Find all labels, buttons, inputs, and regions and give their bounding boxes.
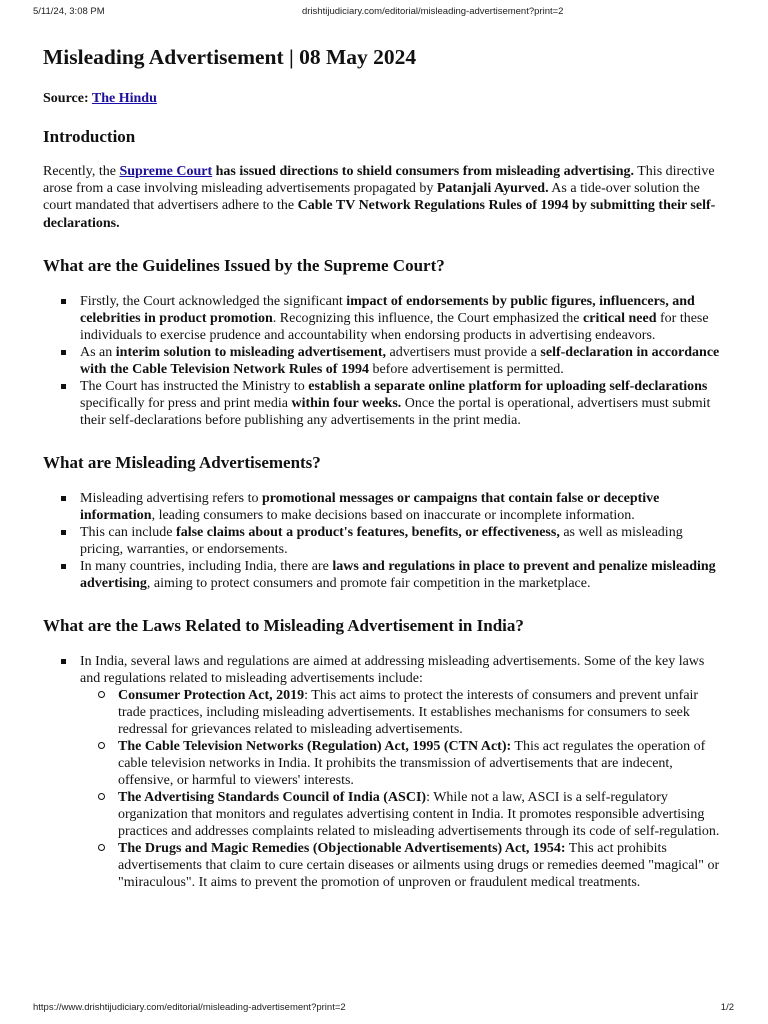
introduction-paragraph [43,163,727,232]
laws-intro: In India, several laws and regulations are aimed at addressing misleading advertisements. Some of the key laws and regulations related to misleading advertisements include: [80,653,705,686]
sub-list-item: The Drugs and Magic Remedies (Objectionable Advertisements) Act, 1954: This act prohibits advertisements that claim to cure certain diseases or ailments using drugs or remedies deemed "magical" or "miraculous". It aims to prevent the promotion of unproven or fraudulent medical treatments. [118,840,727,891]
list-item: Misleading advertising refers to promotional messages or campaigns that contain false or deceptive information, leading consumers to make decisions based on inaccurate or incomplete information. [80,490,727,524]
list-item [80,653,727,891]
article [43,42,727,891]
misleading-heading: What are Misleading Advertisements? [43,452,321,472]
footer-url: https://www.drishtijudiciary.com/editorial/misleading-advertisement?print=2 [33,1002,346,1013]
laws-list [43,653,727,891]
sub-list-item: The Advertising Standards Council of India (ASCI): While not a law, ASCI is a self-regulatory organization that monitors and regulates advertising content in India. It promotes responsible advertising practices and addresses complaints related to misleading advertisements through its code of self-regulation. [118,789,727,840]
intro-bold: Cable TV Network Regulations Rules of 1994 by submitting their self-declarations. [43,198,716,231]
source-line [43,90,727,108]
article-title: Misleading Advertisement | 08 May 2024 [43,45,417,69]
intro-bold: has issued directions to shield consumers from misleading advertising. [215,164,634,179]
laws-heading: What are the Laws Related to Misleading Advertisement in India? [43,615,524,635]
source-label: Source [43,91,84,106]
list-item: As an interim solution to misleading advertisement, advertisers must provide a self-declaration in accordance with the Cable Television Network Rules of 1994 before advertisement is permitted. [80,344,727,378]
source-link[interactable]: The Hindu [91,91,157,106]
introduction-heading: Introduction [43,127,136,146]
print-url: drishtijudiciary.com/editorial/misleading-advertisement?print=2 [302,6,564,17]
print-footer [0,1002,768,1016]
source-colon: : [83,91,92,106]
intro-text: This directive arose from a case involving misleading advertisements propagated by [43,164,715,197]
sub-list-item: Consumer Protection Act, 2019: This act aims to protect the interests of consumers and prevent unfair trade practices, including misleading advertisements. It establishes mechanisms for consumers to seek redressal for grievances related to misleading advertisements. [118,687,727,738]
guidelines-heading: What are the Guidelines Issued by the Supreme Court? [43,255,445,275]
page-number: 1/2 [720,1002,734,1013]
list-item: In many countries, including India, there are laws and regulations in place to prevent and penalize misleading advertising, aiming to protect consumers and promote fair competition in the marketplace. [80,558,727,592]
list-item: This can include false claims about a product's features, benefits, or effectiveness, as well as misleading pricing, warranties, or endorsements. [80,524,727,558]
intro-text: Recently, the [43,164,120,179]
supreme-court-link[interactable]: Supreme Court [119,164,213,179]
intro-text: As a tide-over solution the court mandated that advertisers adhere to the [43,181,700,214]
misleading-list [43,490,727,592]
intro-bold: Patanjali Ayurved. [436,181,549,197]
list-item: The Court has instructed the Ministry to establish a separate online platform for uploading self-declarations specifically for press and print media within four weeks. Once the portal is operational, advertisers must submit their self-declarations before publishing any advertisements in the print media. [80,378,727,429]
laws-sublist [80,687,727,891]
list-item: Firstly, the Court acknowledged the significant impact of endorsements by public figures, influencers, and celebrities in product promotion. Recognizing this influence, the Court emphasized the critical need for these individuals to exercise prudence and accountability when endorsing products in advertising endeavors. [80,293,727,344]
guidelines-list [43,293,727,429]
print-datetime: 5/11/24, 3:08 PM [33,6,105,17]
print-header [0,6,768,20]
sub-list-item: The Cable Television Networks (Regulation) Act, 1995 (CTN Act): This act regulates the operation of cable television networks in India. It prohibits the transmission of advertisements that are indecent, offensive, or harmful to viewers' interests. [118,738,727,789]
